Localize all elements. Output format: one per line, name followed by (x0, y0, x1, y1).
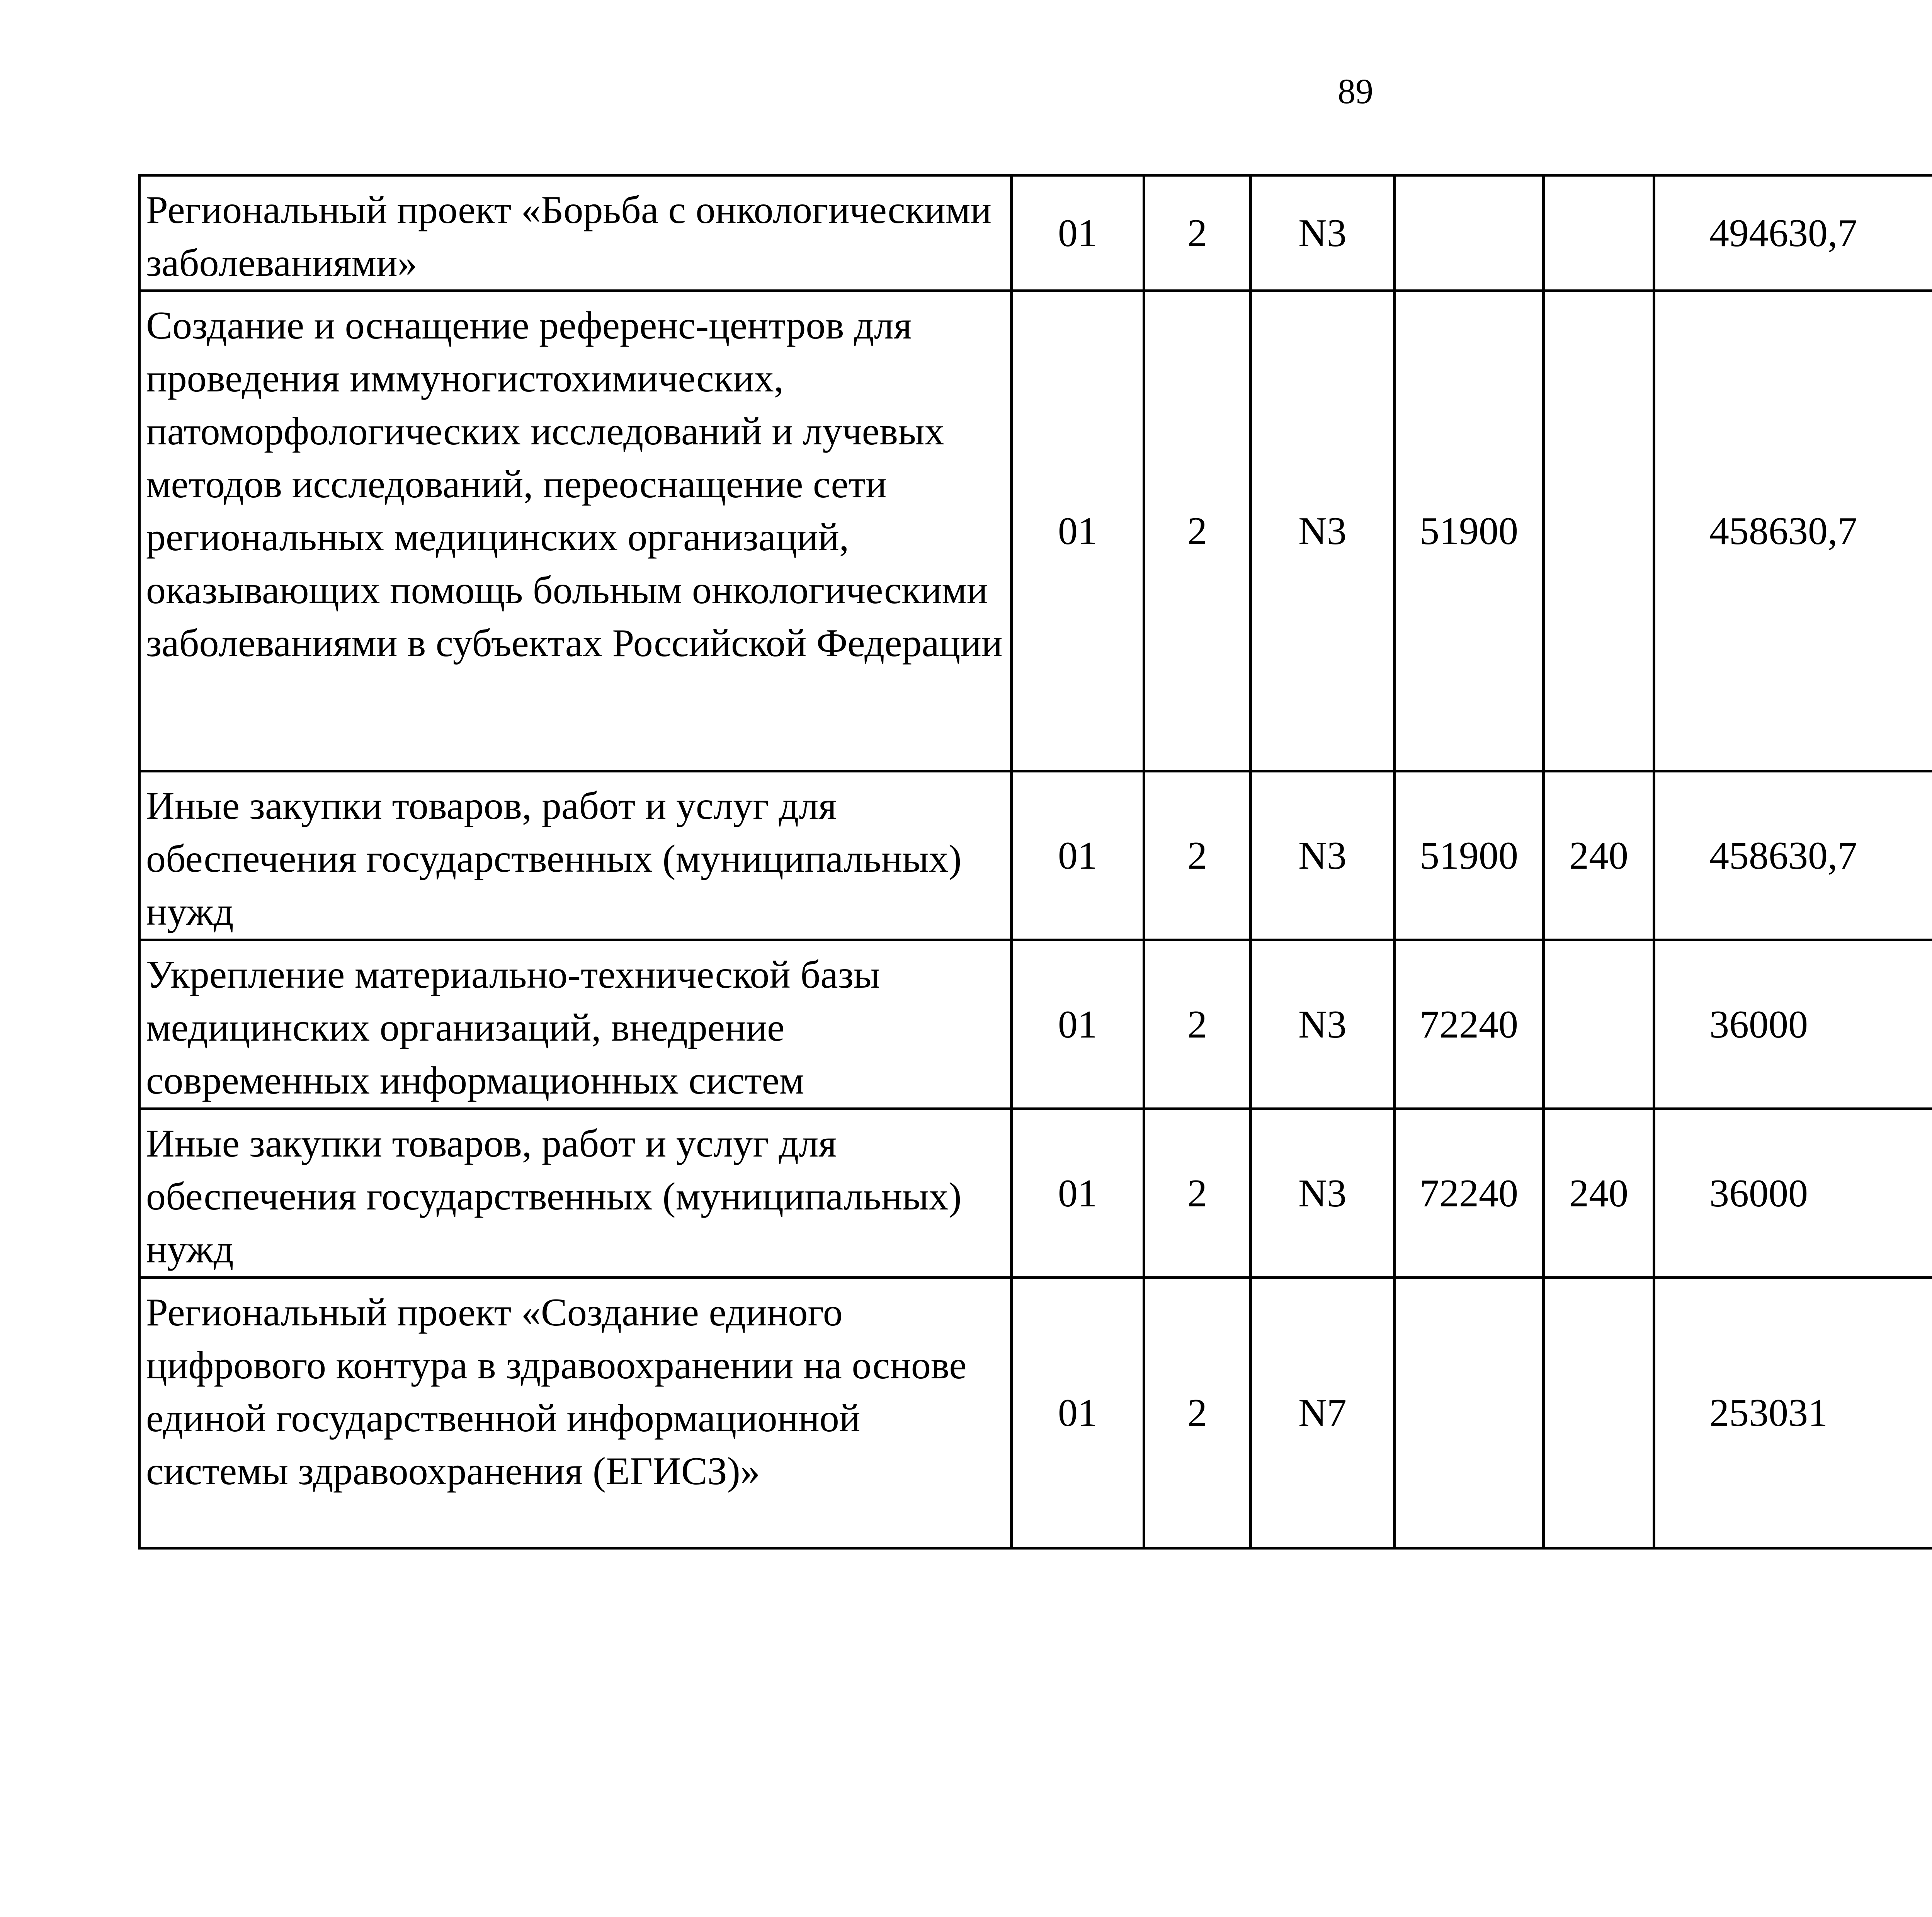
row-name-cell: Региональный проект «Создание единого цифрового контура в здравоохранении на основе единой государственной информационной системы здравоохранения (ЕГИСЗ)» (139, 1278, 1012, 1548)
section-code-cell: 01 (1012, 1278, 1144, 1548)
budget-table (138, 174, 1932, 1550)
amount-1-cell: 458630,7 (1654, 771, 1932, 940)
subsection-code-cell: 2 (1144, 1109, 1251, 1278)
amount-1-cell: 36000 (1654, 940, 1932, 1109)
direction-code-cell (1395, 1278, 1544, 1548)
program-code-cell: N7 (1251, 1278, 1395, 1548)
program-code-cell: N3 (1251, 175, 1395, 291)
subsection-code-cell: 2 (1144, 940, 1251, 1109)
subsection-code-cell: 2 (1144, 175, 1251, 291)
direction-code-cell: 72240 (1395, 940, 1544, 1109)
direction-code-cell: 51900 (1395, 771, 1544, 940)
table-row (139, 1278, 1932, 1548)
expense-type-cell (1544, 175, 1654, 291)
amount-1-cell: 253031 (1654, 1278, 1932, 1548)
row-name-cell: Создание и оснащение референс-центров для проведения иммуногистохимических, патоморфологических исследований и лучевых методов исследований, переоснащение сети региональных медицинских организаций, оказывающих помощь больным онкологическими заболеваниями в субъектах Российской Федерации (139, 291, 1012, 771)
section-code-cell: 01 (1012, 940, 1144, 1109)
table-row (139, 771, 1932, 940)
program-code-cell: N3 (1251, 771, 1395, 940)
table-row (139, 1109, 1932, 1278)
program-code-cell: N3 (1251, 291, 1395, 771)
section-code-cell: 01 (1012, 175, 1144, 291)
row-name-cell: Иные закупки товаров, работ и услуг для обеспечения государственных (муниципальных) нужд (139, 1109, 1012, 1278)
section-code-cell: 01 (1012, 1109, 1144, 1278)
expense-type-cell: 240 (1544, 771, 1654, 940)
direction-code-cell: 51900 (1395, 291, 1544, 771)
direction-code-cell (1395, 175, 1544, 291)
row-name-cell: Укрепление материально-технической базы медицинских организаций, внедрение современных информационных систем (139, 940, 1012, 1109)
direction-code-cell: 72240 (1395, 1109, 1544, 1278)
table-row (139, 940, 1932, 1109)
program-code-cell: N3 (1251, 940, 1395, 1109)
amount-1-cell: 494630,7 (1654, 175, 1932, 291)
program-code-cell: N3 (1251, 1109, 1395, 1278)
section-code-cell: 01 (1012, 771, 1144, 940)
expense-type-cell: 240 (1544, 1109, 1654, 1278)
subsection-code-cell: 2 (1144, 1278, 1251, 1548)
page-number: 89 (1338, 71, 1373, 111)
amount-1-cell: 458630,7 (1654, 291, 1932, 771)
table-row (139, 175, 1932, 291)
expense-type-cell (1544, 940, 1654, 1109)
amount-1-cell: 36000 (1654, 1109, 1932, 1278)
row-name-cell: Региональный проект «Борьба с онкологическими заболеваниями» (139, 175, 1012, 291)
expense-type-cell (1544, 1278, 1654, 1548)
expense-type-cell (1544, 291, 1654, 771)
subsection-code-cell: 2 (1144, 291, 1251, 771)
table-row (139, 291, 1932, 771)
row-name-cell: Иные закупки товаров, работ и услуг для обеспечения государственных (муниципальных) нужд (139, 771, 1012, 940)
section-code-cell: 01 (1012, 291, 1144, 771)
subsection-code-cell: 2 (1144, 771, 1251, 940)
